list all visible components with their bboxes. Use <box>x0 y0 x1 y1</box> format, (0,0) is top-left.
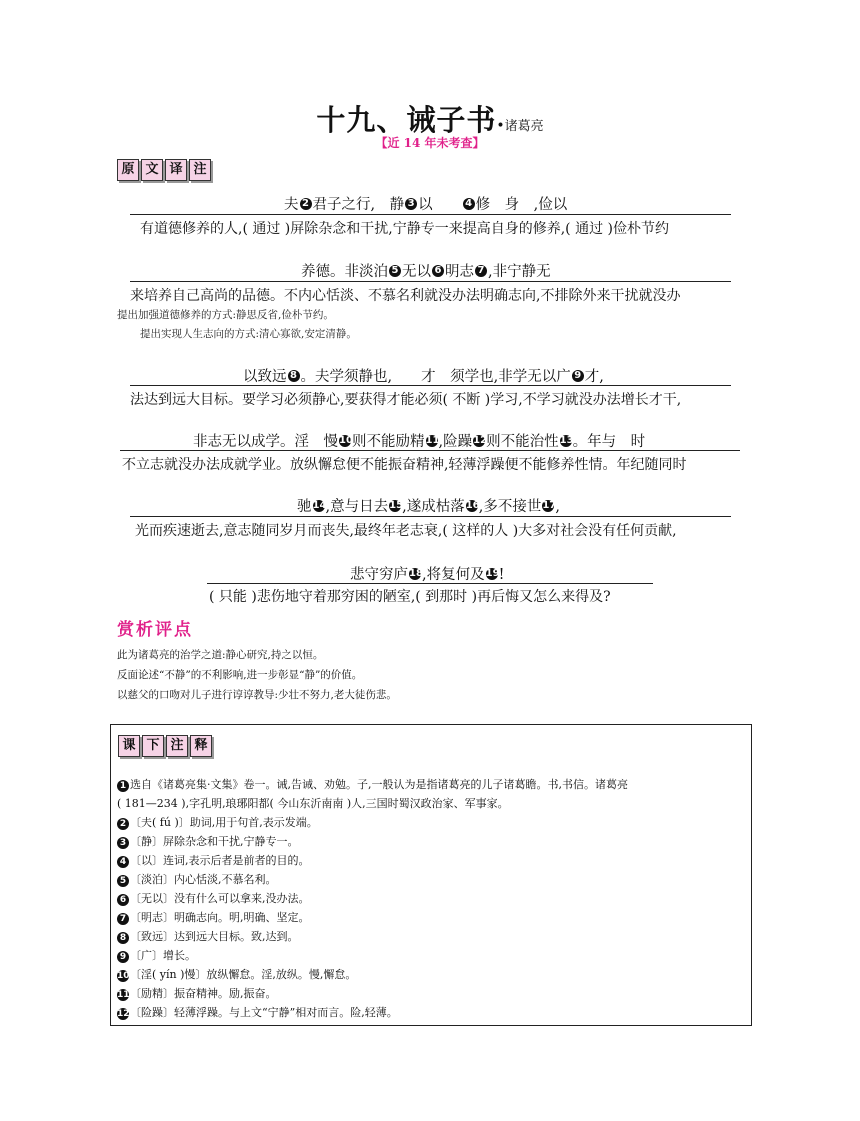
exam-note: 【近 14 年未考查】 <box>375 136 485 150</box>
note-text: 〔明志〕明确志向。明,明确、坚定。 <box>130 911 310 924</box>
note-item <box>117 966 356 982</box>
text-seg: 君子之行, 静 <box>312 197 405 213</box>
author: 诸葛亮 <box>504 119 544 134</box>
divider <box>207 583 653 584</box>
note-ref: 10 <box>339 435 353 446</box>
label-char: 文 <box>141 159 163 181</box>
text-seg: ,遂成枯落 <box>402 499 465 515</box>
note-number: 9 <box>117 951 129 963</box>
divider <box>120 450 740 451</box>
note-number: 7 <box>117 913 129 925</box>
analysis-3: 以慈父的口吻对儿子进行谆谆教导:少壮不努力,老大徒伤悲。 <box>117 689 397 701</box>
note-ref: 19 <box>485 568 500 579</box>
note-text: ( 181—234 ),字孔明,琅琊阳都( 今山东沂南南 )人,三国时蜀汉政治家、军事家。 <box>117 797 509 810</box>
label-char: 课 <box>118 735 140 757</box>
translation-line-3: 法达到远大目标。要学习必须静心,要获得才能必须( 不断 )学习,不学习就没办法增长才干, <box>130 392 682 408</box>
note-ref: 8 <box>288 370 300 382</box>
note-number: 5 <box>117 875 129 887</box>
note-item <box>117 985 277 1001</box>
translation-line-5: 光而疾速逝去,意志随同岁月而丧失,最终年老志衰,( 这样的人 )大多对社会没有任何贡献, <box>135 523 677 539</box>
note-text: 〔淡泊〕内心恬淡,不慕名利。 <box>130 873 277 886</box>
note-text: 〔以〕连词,表示后者是前者的目的。 <box>130 854 310 867</box>
note-text: 〔险躁〕轻薄浮躁。与上文“宁静”相对而言。险,轻薄。 <box>130 1006 398 1019</box>
original-line-1 <box>284 193 567 214</box>
note-number: 4 <box>117 856 129 868</box>
text-seg: 无以 <box>402 264 431 280</box>
text-seg: ,多不接世 <box>478 499 542 515</box>
note-ref: 16 <box>465 500 480 511</box>
note-number: 1 <box>117 780 129 792</box>
note-item <box>117 852 310 868</box>
text-seg: 才, <box>584 369 604 385</box>
note-text: 〔广〕增长。 <box>130 949 196 962</box>
text-seg: 。夫学须静也, 才 须学也,非学无以广 <box>300 369 571 385</box>
author-dot: • <box>496 118 505 134</box>
text-seg: , <box>555 499 560 515</box>
note-number: 10 <box>117 971 130 981</box>
note-text: 〔致远〕达到远大目标。致,达到。 <box>130 930 299 943</box>
analysis-1: 此为诸葛亮的治学之道:静心研究,持之以恒。 <box>117 649 324 661</box>
note-ref: 7 <box>475 265 487 277</box>
note-item <box>117 833 299 849</box>
note-item <box>117 776 628 792</box>
divider <box>130 281 731 282</box>
side-note-2: 提出实现人生志向的方式:清心寡欲,安定清静。 <box>140 328 357 340</box>
note-item <box>117 928 299 944</box>
note-text: 〔无以〕没有什么可以拿来,没办法。 <box>130 892 310 905</box>
label-char: 译 <box>165 159 187 181</box>
label-char: 注 <box>166 735 188 757</box>
text-seg: 则不能励精 <box>352 434 425 450</box>
text-seg: ,非宁静无 <box>488 264 551 280</box>
translation-line-1: 有道德修养的人,( 通过 )屏除杂念和干扰,宁静专一来提高自身的修养,( 通过 )俭朴节约 <box>140 221 669 237</box>
note-ref: 3 <box>405 198 417 210</box>
text-seg: 。年与 时 <box>572 434 646 450</box>
note-text: 〔夫( fú )〕助词,用于句首,表示发端。 <box>130 816 318 829</box>
text-seg: ,意与日去 <box>325 499 389 515</box>
note-text: 〔励精〕振奋精神。励,振奋。 <box>130 987 277 1000</box>
title-block <box>0 98 860 139</box>
note-number: 2 <box>117 818 129 830</box>
note-ref: 17 <box>542 500 557 511</box>
notes-box <box>110 724 752 1026</box>
page-title: 十九、诫子书 <box>316 103 497 137</box>
note-number: 8 <box>117 932 129 944</box>
note-item <box>117 909 310 925</box>
note-ref: 5 <box>389 265 401 277</box>
note-ref: 11 <box>425 435 440 446</box>
translation-line-2: 来培养自己高尚的品德。不内心恬淡、不慕名利就没办法明确志向,不排除外来干扰就没办 <box>130 288 681 304</box>
text-seg: 则不能治性 <box>486 434 559 450</box>
side-note-1: 提出加强道德修养的方式:静思反省,俭朴节约。 <box>117 309 334 321</box>
text-seg: ,将复何及 <box>422 567 485 583</box>
label-char: 原 <box>117 159 139 181</box>
note-ref: 12 <box>473 435 488 446</box>
section-label-original <box>117 159 211 181</box>
translation-line-4: 不立志就没办法成就学业。放纵懈怠便不能振奋精神,轻薄浮躁便不能修养性情。年纪随同时 <box>122 457 687 473</box>
note-number: 3 <box>117 837 129 849</box>
note-text: 〔静〕屏除杂念和干扰,宁静专一。 <box>130 835 299 848</box>
text-seg: 非志无以成学。淫 慢 <box>193 434 338 450</box>
original-line-2 <box>301 260 551 281</box>
section-label-notes <box>118 735 212 757</box>
note-ref: 4 <box>463 198 475 210</box>
note-item <box>117 795 509 811</box>
text-seg: 夫 <box>284 197 299 213</box>
divider <box>130 385 731 386</box>
note-ref: 14 <box>312 500 327 511</box>
label-char: 释 <box>190 735 212 757</box>
original-line-4 <box>193 430 645 451</box>
note-ref: 6 <box>432 265 444 277</box>
note-ref: 2 <box>300 198 312 210</box>
text-seg: ,险躁 <box>438 434 473 450</box>
text-seg: 明志 <box>445 264 474 280</box>
note-text: 〔淫( yín )慢〕放纵懈怠。淫,放纵。慢,懈怠。 <box>130 968 357 981</box>
text-seg: 养德。非淡泊 <box>301 264 388 280</box>
note-ref: 9 <box>572 370 584 382</box>
text-seg: ! <box>498 567 505 583</box>
note-ref: 15 <box>389 500 404 511</box>
note-item <box>117 814 318 830</box>
translation-line-6: ( 只能 )悲伤地守着那穷困的陋室,( 到那时 )再后悔又怎么来得及? <box>209 589 611 605</box>
text-seg: 悲守穷庐 <box>350 567 408 583</box>
note-item <box>117 871 277 887</box>
original-line-3 <box>243 365 604 386</box>
note-ref: 13 <box>559 435 574 446</box>
label-char: 注 <box>189 159 211 181</box>
analysis-2: 反面论述“不静”的不利影响,进一步彰显“静”的价值。 <box>117 669 363 681</box>
note-item <box>117 947 196 963</box>
label-char: 下 <box>142 735 164 757</box>
section-appreciation: 赏析评点 <box>117 620 193 640</box>
note-number: 6 <box>117 894 129 906</box>
note-item <box>117 1004 398 1020</box>
text-seg: 以 <box>418 197 462 213</box>
note-number: 11 <box>117 990 130 1000</box>
divider <box>130 214 731 215</box>
note-ref: 18 <box>409 568 423 579</box>
original-line-6 <box>350 563 504 584</box>
text-seg: 驰 <box>297 499 312 515</box>
original-line-5 <box>297 495 560 516</box>
text-seg: 修 身 ,俭以 <box>475 197 568 213</box>
note-item <box>117 890 310 906</box>
text-seg: 以致远 <box>243 369 287 385</box>
note-text: 选自《诸葛亮集·文集》卷一。诫,告诫、劝勉。子,一般认为是指诸葛亮的儿子诸葛瞻。书,书信。诸葛亮 <box>130 778 628 791</box>
divider <box>130 516 731 517</box>
note-number: 12 <box>117 1009 130 1019</box>
